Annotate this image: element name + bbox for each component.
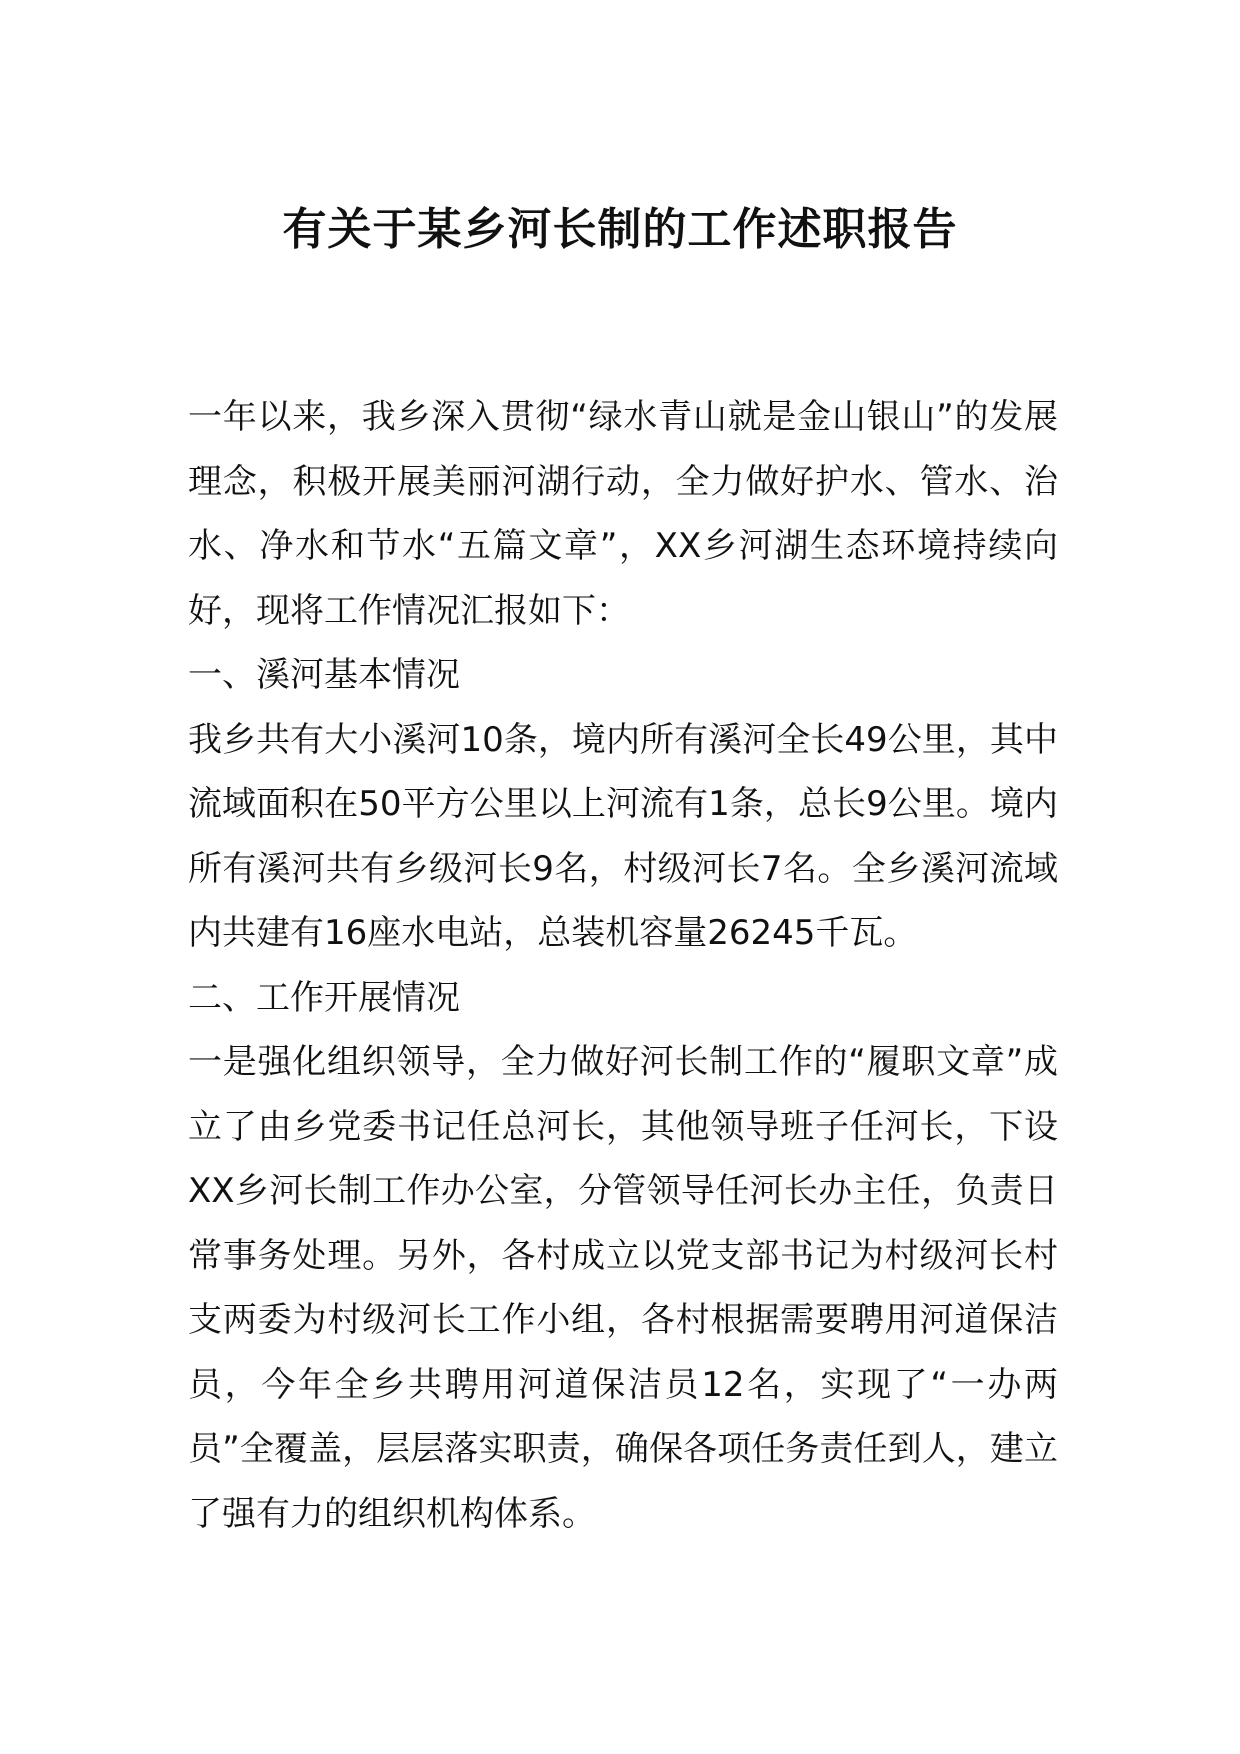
- document-body: [188, 385, 1058, 1546]
- paragraph-river-overview: 我乡共有大小溪河10条，境内所有溪河全长49公里，其中流域面积在50平方公里以上河流有1条，总长9公里。境内所有溪河共有乡级河长9名，村级河长7名。全乡溪河流域内共建有16座水电站，总装机容量26245千瓦。: [188, 719, 1058, 953]
- paragraph-organization: 一是强化组织领导，全力做好河长制工作的“履职文章”成立了由乡党委书记任总河长，其他领导班子任河长，下设XX乡河长制工作办公室，分管领导任河长办主任，负责日常事务处理。另外，各村成立以党支部书记为村级河长村支两委为村级河长工作小组，各村根据需要聘用河道保洁员，今年全乡共聘用河道保洁员12名，实现了“一办两员”全覆盖，层层落实职责，确保各项任务责任到人，建立了强有力的组织机构体系。: [188, 1042, 1058, 1534]
- paragraph-intro: 一年以来，我乡深入贯彻“绿水青山就是金山银山”的发展理念，积极开展美丽河湖行动，全力做好护水、管水、治水、净水和节水“五篇文章”，XX乡河湖生态环境持续向好，现将工作情况汇报如下：: [188, 397, 1058, 631]
- section-heading-1: 一、溪河基本情况: [188, 655, 460, 695]
- document-title: 有关于某乡河长制的工作述职报告: [282, 204, 958, 255]
- section-heading-2: 二、工作开展情况: [188, 977, 460, 1018]
